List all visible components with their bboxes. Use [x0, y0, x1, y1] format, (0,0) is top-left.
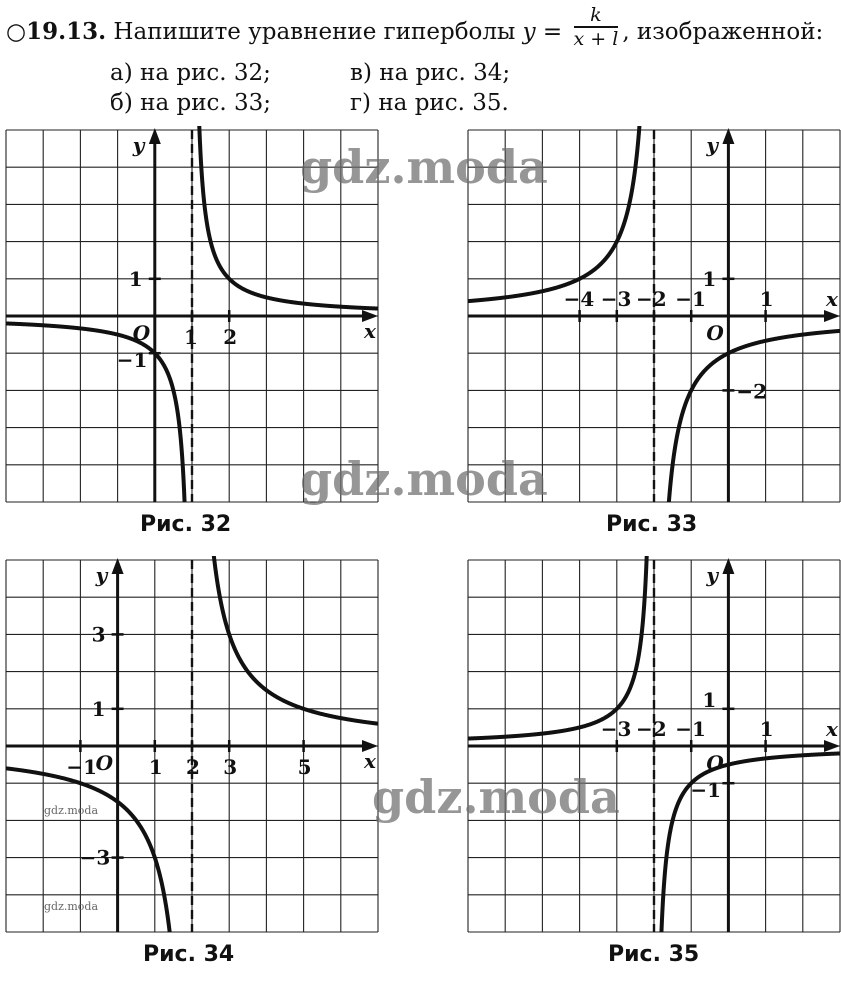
- watermark-top: gdz.moda: [300, 140, 548, 194]
- watermark-bottom: gdz.moda: [372, 770, 620, 824]
- y-axis-label: y: [132, 133, 145, 157]
- figure-35-graph: [468, 560, 838, 932]
- option-v: в) на рис. 34;: [350, 60, 511, 86]
- caption-33: Рис. 33: [606, 512, 698, 537]
- hyperbola-right-branch: [667, 331, 840, 536]
- problem-text-end: , изображенной:: [622, 19, 824, 45]
- origin-label: O: [706, 751, 724, 775]
- x-axis-arrow: [824, 310, 840, 322]
- tick-label: 1: [702, 266, 717, 291]
- tick-label: 2: [223, 325, 238, 349]
- origin-label: O: [706, 321, 724, 345]
- x-axis-label: x: [364, 319, 376, 343]
- tick-label: 1: [759, 717, 774, 741]
- x-axis-arrow: [824, 740, 840, 752]
- y-axis-label: y: [706, 133, 719, 157]
- origin-label: O: [132, 321, 151, 345]
- tick-label: −3: [600, 287, 632, 311]
- hyperbola-left-branch: [468, 96, 641, 301]
- tick-label: −4: [563, 287, 595, 311]
- hyperbola-right-branch: [199, 105, 378, 309]
- tick-label: 1: [702, 687, 717, 712]
- y-axis-label: y: [706, 563, 719, 587]
- tick-label: 5: [297, 755, 312, 779]
- tick-label: −2: [736, 379, 768, 404]
- watermark-middle: gdz.moda: [300, 452, 548, 506]
- figure-34: [6, 560, 376, 932]
- hyperbola-right-branch: [661, 753, 840, 957]
- x-axis-label: x: [364, 749, 376, 773]
- tick-label: −1: [66, 755, 98, 779]
- tick-label: 3: [223, 755, 238, 779]
- formula-fraction: [574, 4, 619, 50]
- watermark-small-1: gdz.moda: [44, 804, 99, 817]
- problem-statement: [6, 4, 836, 116]
- tick-label: 1: [148, 755, 163, 779]
- hyperbola-right-branch: [211, 523, 378, 723]
- x-axis-label: x: [826, 287, 838, 311]
- option-a: а) на рис. 32;: [110, 60, 271, 86]
- tick-label: 1: [184, 325, 198, 349]
- tick-label: −1: [116, 348, 148, 373]
- option-g: г) на рис. 35.: [350, 90, 509, 116]
- problem-header: [6, 4, 824, 56]
- problem-number: ○19.13.: [6, 18, 107, 45]
- tick-label: −2: [636, 717, 667, 741]
- tick-label: −2: [636, 287, 667, 311]
- tick-label: 1: [91, 696, 106, 721]
- tick-label: −3: [79, 845, 111, 870]
- caption-35: Рис. 35: [608, 942, 700, 967]
- figure-35: [468, 560, 838, 932]
- tick-label: −3: [600, 717, 632, 741]
- origin-label: O: [95, 751, 114, 775]
- tick-label: 3: [91, 622, 106, 647]
- watermark-small-2: gdz.moda: [44, 900, 99, 913]
- tick-label: −1: [675, 717, 706, 741]
- y-axis-label: y: [95, 563, 108, 587]
- problem-text: Напишите уравнение гиперболы: [113, 19, 516, 45]
- formula-lhs: y =: [522, 19, 563, 45]
- formula-numerator: k: [574, 4, 619, 28]
- figure-34-graph: [6, 560, 376, 932]
- option-b: б) на рис. 33;: [110, 90, 272, 116]
- tick-label: 1: [759, 287, 774, 311]
- tick-label: 2: [186, 755, 200, 779]
- tick-label: −1: [690, 778, 722, 803]
- tick-label: −1: [675, 287, 706, 311]
- formula-denominator: x + l: [573, 28, 619, 50]
- tick-label: 1: [128, 266, 143, 291]
- hyperbola-left-branch: [468, 535, 647, 739]
- caption-32: Рис. 32: [140, 512, 232, 537]
- x-axis-label: x: [826, 717, 838, 741]
- caption-34: Рис. 34: [143, 942, 235, 967]
